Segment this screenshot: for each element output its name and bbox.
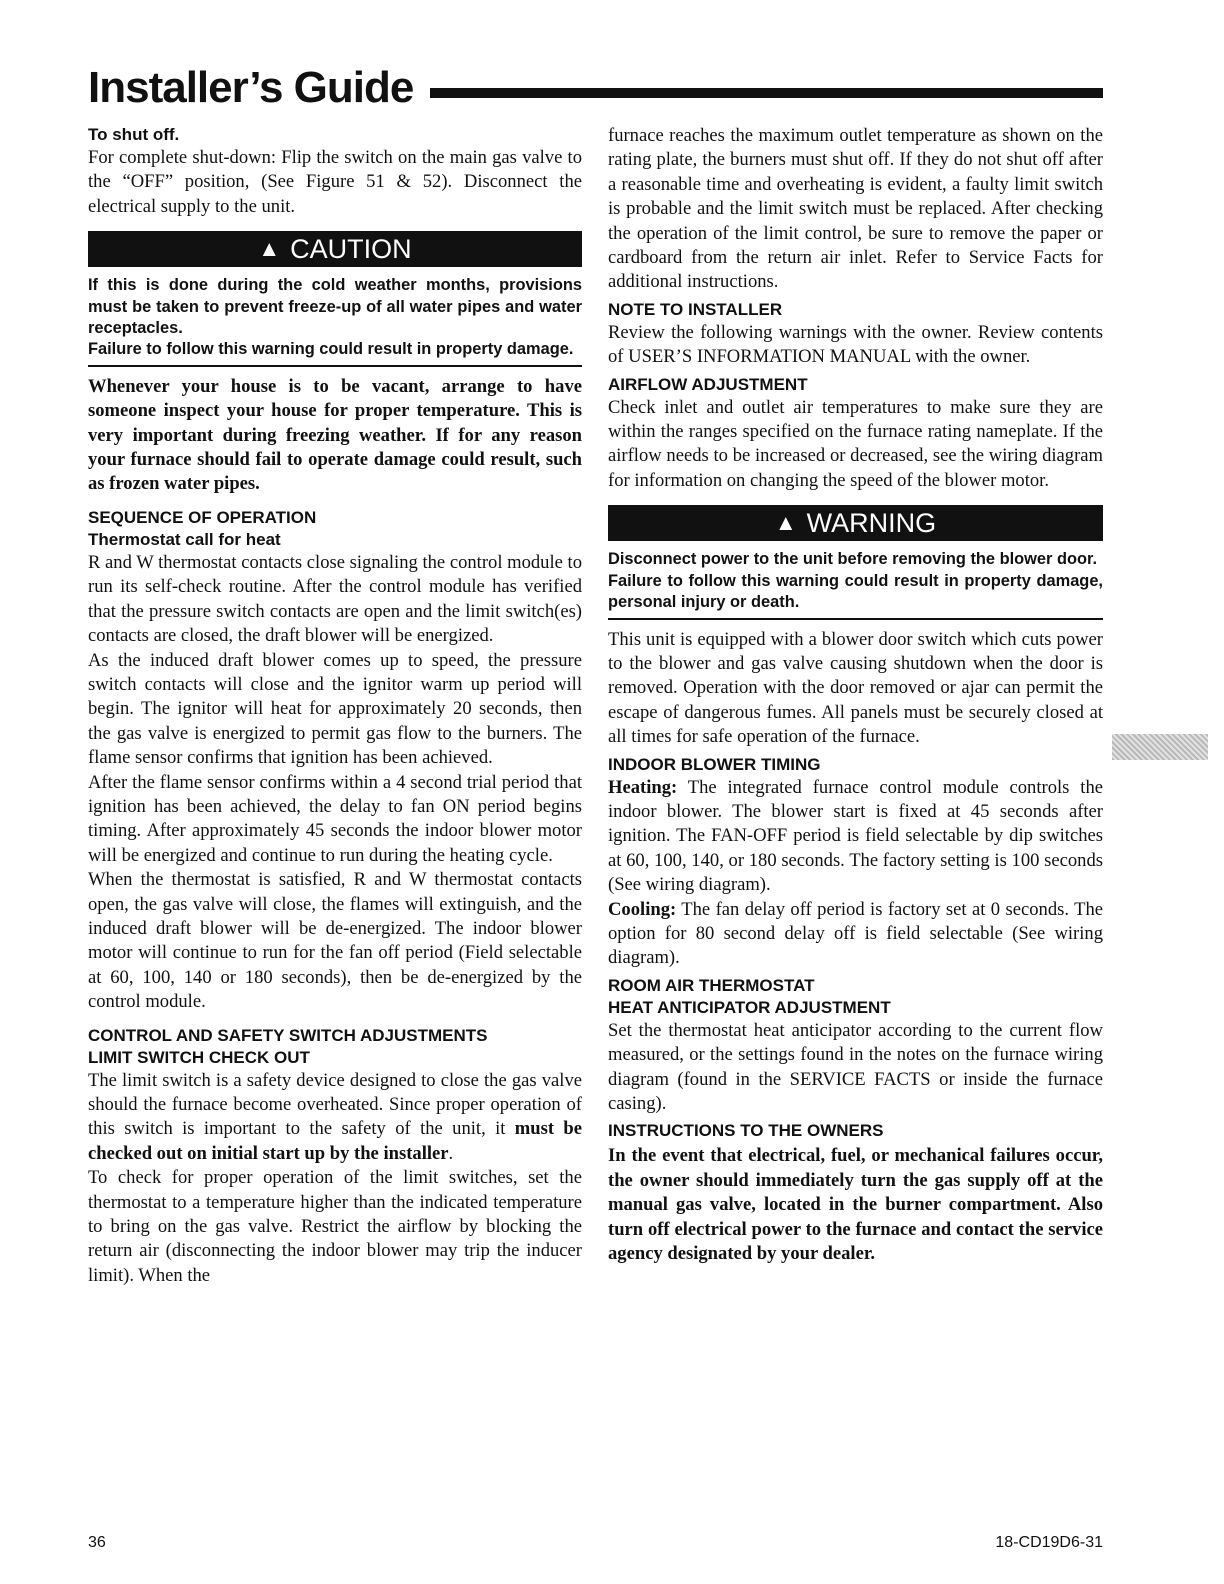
heating-paragraph [608,776,1103,898]
header-rule [430,88,1103,98]
warning-banner [608,505,1103,541]
limit-paragraph-2: To check for proper operation of the limit switches, set the thermostat to a temperature higher than the indicated temperature to bring on the gas valve. Restrict the airflow by blocking the return air (disconnecting the indoor blower may trip the inducer limit). When the [88,1167,582,1286]
sequence-paragraph-2: As the induced draft blower comes up to speed, the pressure switch contacts will close and the ignitor warm up period will begin. The ignitor will heat for approximately 20 seconds, then the gas valve is energized to permit gas flow to the burners. The flame sensor confirms that ignition has been achieved. [88,649,582,769]
anticipator-text: Set the thermostat heat anticipator according to the current flow measured, or the settings found in the notes on the furnace wiring diagram (found in the SERVICE FACTS or inside the furnace casing). [608,1019,1103,1114]
note-text: Review the following warnings with the owner. Review contents of USER’S INFORMATION MANUAL with the owner. [608,321,1103,368]
caution-label: CAUTION [290,234,412,265]
note-heading: NOTE TO INSTALLER [608,299,783,319]
section-edge-tab [1112,734,1208,760]
owners-text: In the event that electrical, fuel, or mechanical failures occur, the owner should immediately turn the gas supply off at the manual gas valve, located in the burner compartment. Also turn off electrical power to the furnace and contact the service agency designated by your dealer. [608,1145,1103,1265]
vacant-notice: Whenever your house is to be vacant, arrange to have someone inspect your house for proper temperature. This is very important during freezing weather. If for any reason your furnace should fail to operate damage could result, such as frozen water pipes. [88,375,582,495]
room-thermostat-heading: ROOM AIR THERMOSTAT [608,975,815,995]
cooling-text: The fan delay off period is factory set at 0 seconds. The option for 80 second delay off is field selectable (See wiring diagram). [608,898,1103,969]
caution-consequence: Failure to follow this warning could result in property damage. [88,340,574,359]
airflow-heading: AIRFLOW ADJUSTMENT [608,374,808,394]
warning-consequence: Failure to follow this warning could result in property damage, personal injury or death. [608,571,1103,612]
caution-text: If this is done during the cold weather months, provisions must be taken to prevent freeze-up of all water pipes and water receptacles. [88,276,582,338]
indoor-blower-heading: INDOOR BLOWER TIMING [608,754,821,774]
cooling-paragraph [608,898,1103,971]
sequence-paragraph-3: After the flame sensor confirms within a 4 second trial period that ignition has been achieved, the delay to fan ON period begins timing. After approximately 45 seconds the indoor blower motor will be energized and continue to run during the heating cycle. [88,771,582,866]
page-title: Installer’s Guide [88,63,414,112]
airflow-text: Check inlet and outlet air temperatures to make sure they are within the ranges specified on the furnace rating nameplate. If the airflow needs to be increased or decreased, see the wiring diagram for information on changing the speed of the blower motor. [608,396,1103,491]
shutoff-heading: To shut off. [88,125,180,144]
owners-heading: INSTRUCTIONS TO THE OWNERS [608,1121,884,1141]
caution-rule [88,365,582,367]
warning-label: WARNING [806,508,937,539]
heat-anticipator-heading: HEAT ANTICIPATOR ADJUSTMENT [608,997,891,1017]
page-number: 36 [88,1534,106,1551]
cooling-label: Cooling: [608,898,677,920]
warning-rule [608,618,1103,620]
door-switch-text: This unit is equipped with a blower door switch which cuts power to the blower and gas valve causing shutdown when the door is removed. Operation with the door removed or ajar can permit the escape of dangerous fumes. All panels must be securely closed at all times for safe operation of the furnace. [608,628,1103,748]
limit-continued: furnace reaches the maximum outlet temperature as shown on the rating plate, the burners must shut off. If they do not shut off after a reasonable time and overheating is evident, a faulty limit switch is probable and the limit switch must be replaced. After checking the operation of the limit control, be sure to remove the paper or cardboard from the return air inlet. Refer to Service Facts for additional instructions. [608,125,1103,293]
limit-switch-heading: LIMIT SWITCH CHECK OUT [88,1047,310,1067]
limit-text-c: . [448,1142,454,1164]
warning-triangle-icon: ▲ [258,236,281,262]
document-code: 18-CD19D6-31 [995,1534,1103,1551]
page-header [88,62,1103,114]
right-column [608,124,1103,1266]
limit-paragraph-1 [88,1069,582,1167]
control-safety-heading: CONTROL AND SAFETY SWITCH ADJUSTMENTS [88,1025,488,1045]
left-column [88,124,582,1288]
thermostat-heading: Thermostat call for heat [88,529,281,549]
limit-text-bold: must be checked out on initial start up by the installer [88,1118,582,1164]
heating-label: Heating: [608,776,678,798]
heating-text: The integrated furnace control module controls the indoor blower. The blower start is fixed at 45 seconds after ignition. The FAN-OFF period is field selectable by dip switches at 60, 100, 140, or 180 seconds. The factory setting is 100 seconds (See wiring diagram). [608,776,1103,896]
warning-text: Disconnect power to the unit before removing the blower door. [608,550,1098,569]
limit-text-a: The limit switch is a safety device designed to close the gas valve should the furnace become overheated. Since proper operation of this switch is important to the safety of the unit, it [88,1069,582,1140]
shutoff-text: For complete shut-down: Flip the switch on the main gas valve to the “OFF” position, (See Figure 51 & 52). Disconnect the electrical supply to the unit. [88,147,582,217]
sequence-heading: SEQUENCE OF OPERATION [88,507,317,527]
warning-triangle-icon: ▲ [774,510,797,536]
sequence-paragraph-1: R and W thermostat contacts close signaling the control module to run its self-check routine. After the control module has verified that the pressure switch contacts are open and the limit switch(es) contacts are closed, the draft blower will be energized. [88,551,583,647]
caution-banner [88,231,582,267]
sequence-paragraph-4: When the thermostat is satisfied, R and W thermostat contacts open, the gas valve will close, the flames will extinguish, and the induced draft blower will be de-energized. The indoor blower motor will continue to run for the fan off period (Field selectable at 60, 100, 140 or 180 seconds), then be de-energized by the control module. [88,869,582,1013]
